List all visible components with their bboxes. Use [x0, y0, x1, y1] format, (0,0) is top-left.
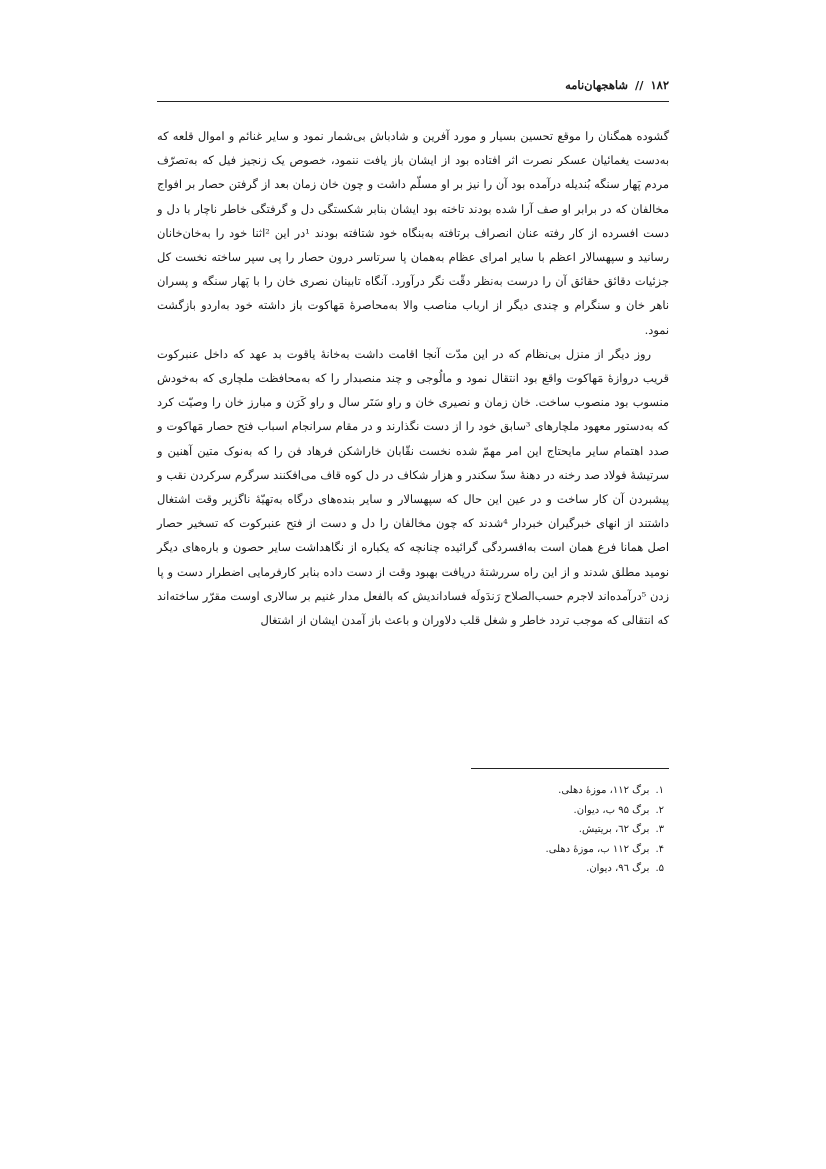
footnote-number: ۱.	[655, 785, 664, 796]
book-page	[157, 0, 669, 1169]
footnote-number: ۵.	[655, 863, 664, 875]
footnote-number: ۳.	[655, 824, 664, 836]
footnote-text: برگ ۱۱۲، موزهٔ دهلی.	[558, 785, 650, 796]
header-separator: //	[635, 78, 644, 92]
running-head	[157, 78, 669, 100]
paragraph: روز دیگر از منزل بی‌نظام که در این مدّت آنجا اقامت داشت به‌خانهٔ یاقوت بد عهد که داخل عنبرکوت قریب دروازهٔ مَهاکوت واقع بود انتقال نمود و مالُوجی و چند منصبدار را که به‌محافظت ملچاری که به‌خودش منسوب بود منصوب ساخت. خان زمان و نصیری خان و راو سَتَر سال و راو کَرَن و مبارز خان را وصیّت کرد که به‌دستور معهود ملچارهای ³سابق خود را از دست نگذارند و در مقام سرانجام اسباب فتح حصار مَهاکوت و صدد اهتمام سایر مایحتاج این امر مهمّ شده نخست نقّابان خاراشکن فرهاد فن را که به‌نوک متین آهنین و سرتیشهٔ فولاد صد رخنه در دهنهٔ سدّ سکندر و هزار شکاف در دل کوه قاف می‌افکنند سرگرم سرکردن نقب و پیشبردن آن کار ساخت و در عین این حال که سپهسالار و سایر بنده‌های درگاه به‌تهیّهٔ ناگزیر وقت اشتغال داشتند از انهای خبرگیران خبردار ⁴شدند که چون مخالفان را دل و دست از فتح عنبرکوت که تسخیر حصار اصل همانا فرع همان است به‌افسردگی گرائیده چنانچه که یکباره از نگاهداشت سایر حصون و باره‌های دیگر نومید مطلق شدند و از این راه سررشتهٔ دریافت بهبود وقت از دست داده بنابر کارفرمایی اضطرار دست و پا زدن ⁵درآمده‌اند لاجرم حسب‌الصلاح رَندَولَه فسادانديش که بالفعل مدار غنیم بر سالاری اوست مقرّر ساخته‌اند که انتقالی که موجب تردد خاطر و شغل قلب دلاوران و باعث باز آمدن ایشان از اشتغال	[157, 346, 670, 628]
footnote-rule	[471, 768, 669, 769]
footnote-text: برگ ۹۵ ب، دیوان.	[573, 804, 650, 816]
footnote-item	[157, 859, 664, 879]
footnote-item	[157, 820, 664, 840]
page-number: ۱۸۲	[650, 78, 669, 92]
footnote-item	[157, 781, 664, 801]
footnote-text: برگ ۹٦، دیوان.	[586, 863, 650, 875]
footnote-number: ۲.	[655, 804, 664, 816]
body-text	[157, 124, 669, 632]
footnote-text: برگ ۱۱۲ ب، موزهٔ دهلی.	[545, 843, 650, 855]
footnotes-list	[157, 781, 669, 879]
paragraph: گشوده همگنان را موقع تحسین بسیار و مورد آفرین و شادباش بی‌شمار نمود و سایر غنائم و اموال قلعه که به‌دست یغمائیان عسکر نصرت اثر افتاده بود از ایشان باز یافت ننمود، خصوص یک زنجیز فیل که به‌تصرّف مردم پَهار سنگه بُندیله درآمده بود آن را نیز بر او مسلّم داشت و چون خان زمان بعد از گرفتن حصار بر افواج مخالفان که در برابر او صف آرا شده بودند تاخته بود ایشان بنابر شکستگی دل و گرفتگی خاطر ناچار با دل و دست افسرده از کار رفته عنان انصراف برتافته به‌بنگاه خود شتافته بودند ¹در این ²اثنا خود را به‌خان‌خانان رسانید و سپهسالار اعظم با سایر امرای عظام به‌همان پا سرتاسر درون حصار را پی سپر ساخته نخست کل جزئیات دقائق حقائق آن را درست به‌نظر دقّت نگر درآورد. آنگاه تابینان نصری خان را با پَهار سنگه و پسران ناهر خان و سنگرام و چندی دیگر از ارباب مناصب والا به‌محاصرهٔ مَهاکوت باز داشته خود به‌اردو بازگشت نمود.	[157, 129, 669, 337]
footnote-item	[157, 801, 664, 821]
footnote-text: برگ ٦۲، بریتیش.	[578, 824, 650, 836]
footnote-item	[157, 840, 664, 860]
footnote-number: ۴.	[655, 843, 664, 855]
book-title: شاهجهان‌نامه	[565, 78, 629, 92]
header-rule	[157, 101, 669, 102]
